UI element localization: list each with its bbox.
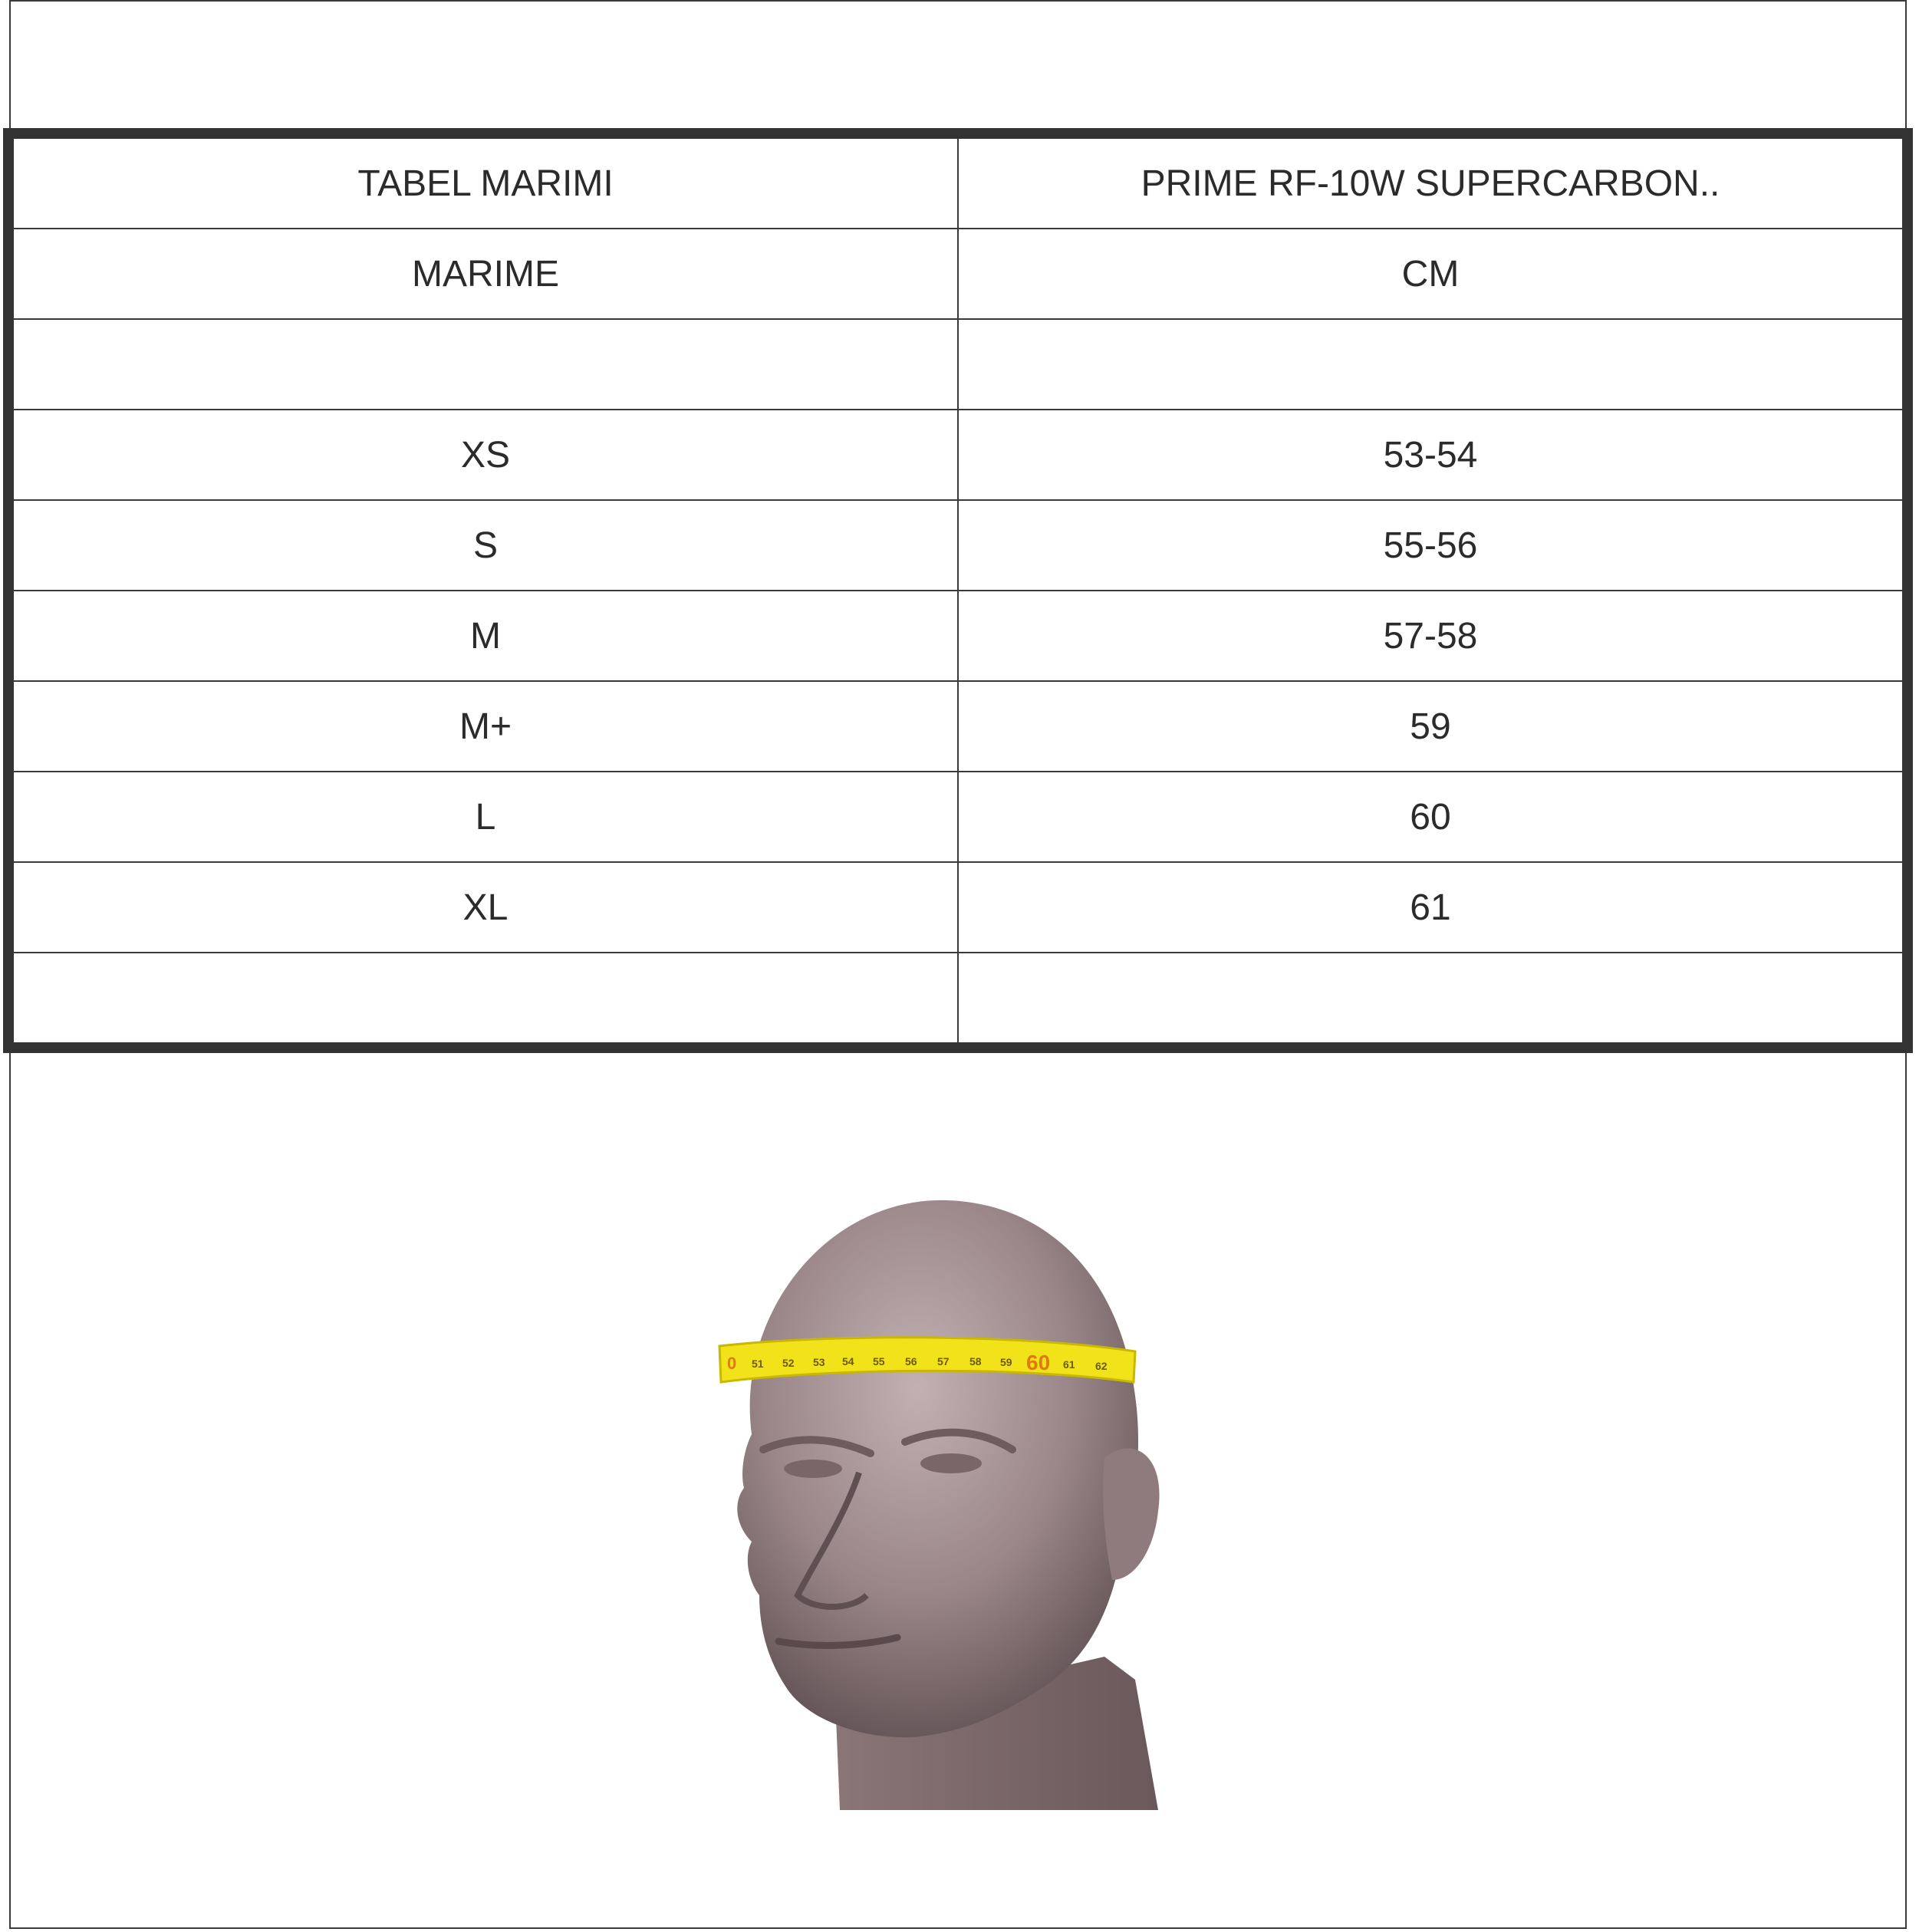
cm-cell: 61: [958, 862, 1907, 953]
size-cell: M: [8, 591, 958, 681]
table-title-row: [8, 133, 1907, 229]
product-name: PRIME RF-10W SUPERCARBON..: [958, 133, 1907, 229]
size-chart-table: [3, 128, 1913, 1053]
table-row: [8, 500, 1907, 591]
size-cell: XL: [8, 862, 958, 953]
size-column-header: MARIME: [8, 229, 958, 319]
head-measurement-illustration: [706, 1181, 1196, 1810]
svg-text:59: 59: [1000, 1356, 1012, 1368]
table-row: [8, 591, 1907, 681]
svg-text:60: 60: [1026, 1351, 1051, 1374]
svg-text:62: 62: [1095, 1360, 1108, 1372]
svg-text:51: 51: [752, 1358, 764, 1370]
cm-cell: 59: [958, 681, 1907, 772]
cm-cell: 60: [958, 772, 1907, 862]
svg-text:58: 58: [969, 1355, 982, 1368]
size-cell: S: [8, 500, 958, 591]
svg-text:57: 57: [937, 1355, 950, 1368]
size-cell: XS: [8, 410, 958, 500]
svg-text:61: 61: [1063, 1358, 1075, 1371]
svg-text:0: 0: [727, 1354, 737, 1373]
table-header-row: [8, 229, 1907, 319]
right-eye: [920, 1453, 982, 1473]
cm-cell: 57-58: [958, 591, 1907, 681]
table-row: [8, 953, 1907, 1048]
cm-cell: 55-56: [958, 500, 1907, 591]
table-row: [8, 410, 1907, 500]
table-row: [8, 681, 1907, 772]
svg-text:53: 53: [813, 1356, 825, 1368]
table-row: [8, 772, 1907, 862]
size-cell: [8, 319, 958, 410]
cm-column-header: CM: [958, 229, 1907, 319]
svg-text:54: 54: [842, 1355, 854, 1368]
size-cell: L: [8, 772, 958, 862]
table-title: TABEL MARIMI: [8, 133, 958, 229]
size-cell: [8, 953, 958, 1048]
table-row: [8, 319, 1907, 410]
svg-text:55: 55: [873, 1355, 885, 1368]
svg-text:56: 56: [905, 1355, 917, 1368]
left-eye: [784, 1460, 842, 1478]
svg-text:52: 52: [782, 1357, 795, 1369]
size-cell: M+: [8, 681, 958, 772]
cm-cell: [958, 319, 1907, 410]
ear-shape: [1103, 1448, 1160, 1580]
table-row: [8, 862, 1907, 953]
cm-cell: [958, 953, 1907, 1048]
cm-cell: 53-54: [958, 410, 1907, 500]
